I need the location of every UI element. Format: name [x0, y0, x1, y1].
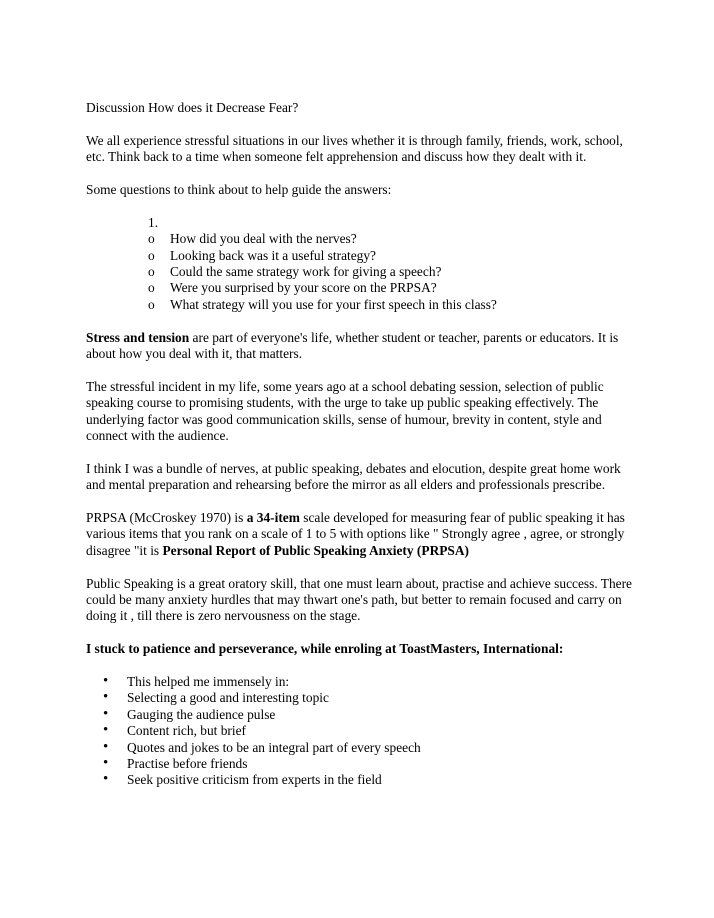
list-number: 1.	[148, 214, 159, 230]
outline-bullet-icon: o	[148, 263, 155, 279]
prpsa-paragraph: PRPSA (McCroskey 1970) is a 34-item scale developed for measuring fear of public speaking it has various items that you rank on a scale of 1 to 5 with options like " Strongly agree , agree, or strongly disagree "it is Personal Report of Public Speaking Anxiety (PRPSA)	[86, 509, 625, 558]
list-item: • This helped me immensely in:	[103, 672, 290, 689]
public-speaking-paragraph: Public Speaking is a great oratory skill, that one must learn about, practise and achieve success. There could be many anxiety hurdles that may thwart one's path, but better to remain focused and carry on doing it , till there is zero nervousness on the stage.	[86, 575, 632, 624]
list-item: o What strategy will you use for your first speech in this class?	[148, 296, 497, 312]
incident-paragraph: The stressful incident in my life, some years ago at a school debating session, selection of public speaking course to promising students, with the urge to take up public speaking effectively. The underlying factor was good communication skills, sense of humour, brevity in content, style and connect with the audience.	[86, 378, 604, 443]
list-item: • Gauging the audience pulse	[103, 705, 276, 722]
bullet-icon: •	[103, 754, 109, 771]
list-item: • Content rich, but brief	[103, 722, 246, 739]
stress-paragraph: Stress and tension are part of everyone's life, whether student or teacher, parents or educators. It is about how you deal with it, that matters.	[86, 329, 619, 361]
benefit-list	[86, 674, 642, 789]
list-item: o Could the same strategy work for giving a speech?	[148, 263, 442, 279]
bullet-icon: •	[103, 722, 109, 739]
document-page	[86, 100, 642, 789]
list-item: • Quotes and jokes to be an integral part of every speech	[103, 738, 421, 755]
stress-bold-text: Stress and tension	[86, 329, 190, 345]
list-item: • Selecting a good and interesting topic	[103, 689, 329, 706]
outline-bullet-icon: o	[148, 296, 155, 312]
bullet-icon: •	[103, 771, 109, 788]
outline-bullet-icon: o	[148, 231, 155, 247]
bullet-icon: •	[103, 689, 109, 706]
bullet-icon: •	[103, 738, 109, 755]
bullet-icon: •	[103, 705, 109, 722]
outline-bullet-icon: o	[148, 247, 155, 263]
outline-bullet-icon: o	[148, 280, 155, 296]
list-item: o Looking back was it a useful strategy?	[148, 247, 377, 263]
list-item: • Practise before friends	[103, 754, 248, 771]
list-item: o Were you surprised by your score on the PRPSA?	[148, 280, 437, 296]
intro-paragraph: We all experience stressful situations in our lives whether it is through family, friends, work, school, etc. Think back to a time when someone felt apprehension and discuss how they dealt with it.	[86, 132, 623, 165]
document-title: Discussion How does it Decrease Fear?	[86, 100, 299, 115]
bullet-icon: •	[103, 672, 109, 689]
toastmasters-heading: I stuck to patience and perseverance, while enroling at ToastMasters, International:	[86, 641, 564, 657]
question-list	[86, 231, 642, 313]
list-item: • Seek positive criticism from experts in the field	[103, 771, 382, 788]
list-item: o How did you deal with the nerves?	[148, 231, 357, 247]
nerves-paragraph: I think I was a bundle of nerves, at public speaking, debates and elocution, despite great home work and mental preparation and rehearsing before the mirror as all elders and professionals prescribe.	[86, 460, 621, 493]
questions-lead: Some questions to think about to help guide the answers:	[86, 182, 392, 197]
